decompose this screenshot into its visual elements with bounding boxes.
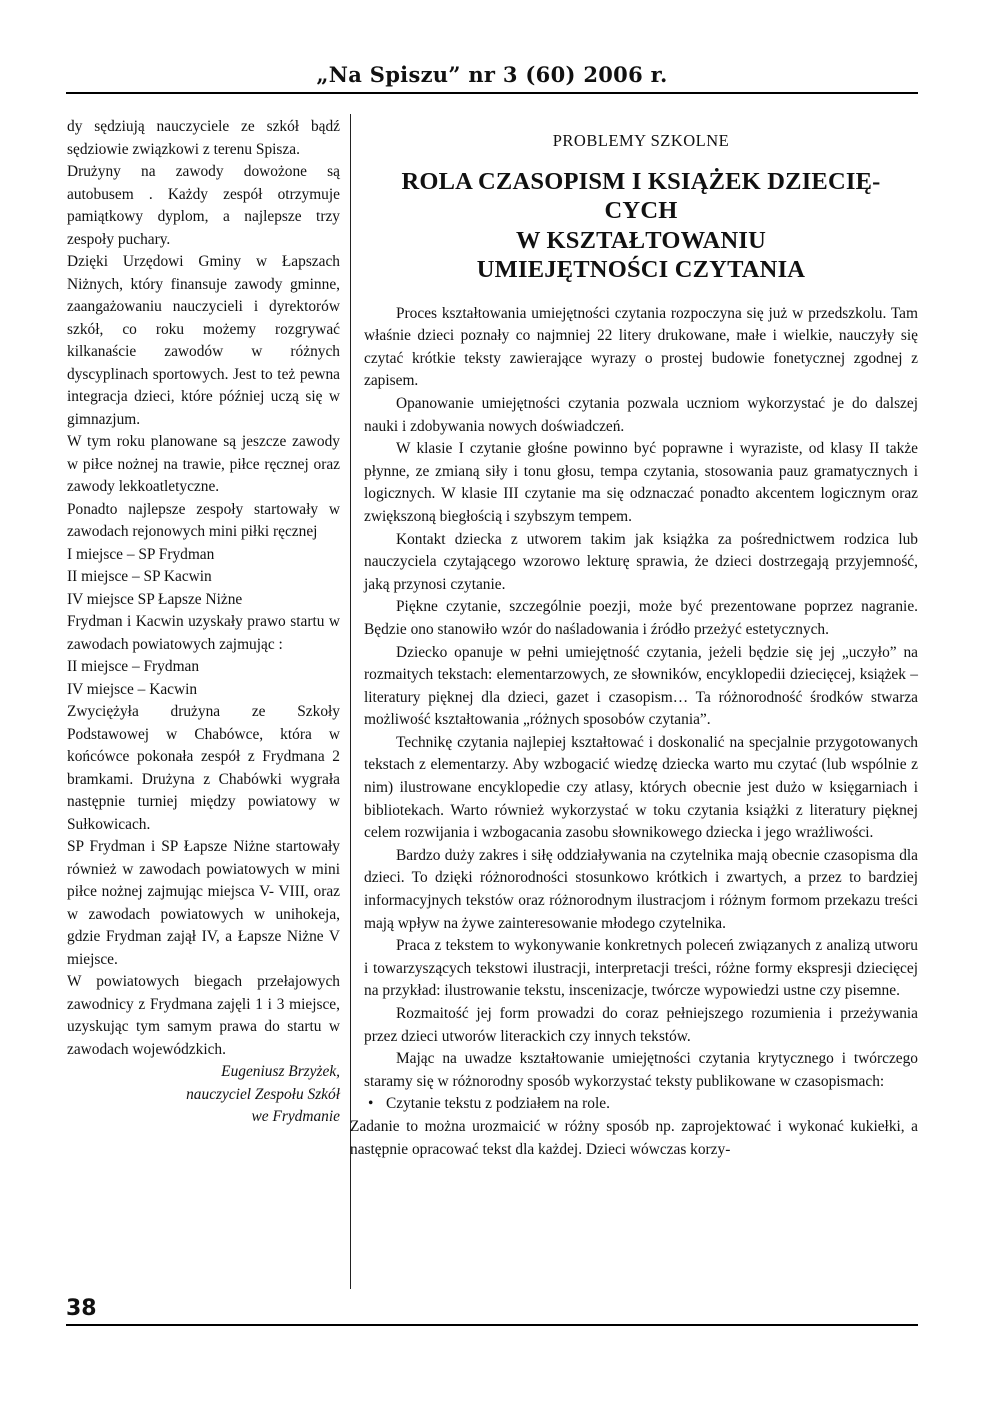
- bullet-text: Czytanie tekstu z podziałem na role.: [386, 1095, 610, 1113]
- article-paragraph: Praca z tekstem to wykonywanie konkretnych poleceń związanych z analizą utworu i towarzyszących tekstowi ilustracji, interpretacji treści, różne formy ekspresji dziecięcej na przykład: ilustrowanie tekstu, inscenizacje, twórcze wypowiedzi ustne czy pisemne.: [364, 937, 918, 1000]
- signature-role: nauczyciel Zespołu Szkół: [186, 1085, 340, 1103]
- left-paragraph: Frydman i Kacwin uzyskały prawo startu w zawodach powiatowych zajmując :: [67, 613, 340, 653]
- left-paragraph: Drużyny na zawody dowożone są autobusem . Każdy zespół otrzymuje pamiątkowy dyplom, a najlepsze trzy zespoły puchary.: [67, 163, 340, 248]
- article-paragraph: Technikę czytania najlepiej kształtować i doskonalić na specjalnie przygotowanych tekstach z elementarzy. Aby wzbogacić wiedzę dziecka warto mu czytać (lub wspólnie z nim) ilustrowane encyklopedie czy atlasy, których obecnie jest dużo w księgarniach i bibliotekach. Warto również wykorzystać w toku czytania książki z literatury pięknej celem rozwijania i wzbogacania zasobu słownikowego dziecka i jego wrażliwości.: [364, 733, 918, 842]
- article-paragraph: Bardzo duży zakres i siłę oddziaływania na czytelnika mają obecnie czasopisma dla dzieci. To dzięki różnorodności stosunkowo krótkich i zwartych, a przez to bardziej informacyjnych tekstów oraz różnorodnym ilustracjom i różnym formom przekazu treści mają wpływ na żywe zainteresowanie młodego czytelnika.: [364, 846, 918, 932]
- left-column: [67, 116, 340, 1129]
- article-paragraph: Dziecko opanuje w pełni umiejętność czytania, jeżeli będzie się jej „uczyło” na rozmaitych tekstach: elementarzowych, ze słowników, encyklopedii dziecięcej, książek – literatury pięknej dla dzieci, gazet i czasopism… Ta różnorodność środków stwarza możliwość kształtowania „różnych sposobów czytania”.: [364, 643, 918, 729]
- title-line: W KSZTAŁTOWANIU: [515, 226, 767, 254]
- left-result-line: IV miejsce – Kacwin: [67, 680, 198, 698]
- signature-name: Eugeniusz Brzyżek,: [221, 1063, 340, 1080]
- article-paragraph: Kontakt dziecka z utworem takim jak książka za pośrednictwem rodzica lub nauczyciela czytającego wzorowo lekturę sprawia, że dzieci dostrzegają przyjemność, jaką przynosi czytanie.: [364, 530, 918, 593]
- left-result-line: II miejsce – Frydman: [67, 658, 200, 675]
- header-title: „Na Spiszu” nr 3 (60) 2006 r.: [316, 62, 668, 87]
- left-paragraph: dy sędziują nauczyciele ze szkół bądź sędziowie związkowi z terenu Spisza.: [67, 118, 340, 158]
- left-result-line: I miejsce – SP Frydman: [67, 545, 215, 563]
- right-column: [350, 124, 918, 1161]
- left-paragraph: W tym roku planowane są jeszcze zawody w piłce nożnej na trawie, piłce ręcznej oraz zawody lekkoatletyczne.: [67, 433, 340, 495]
- footer-rule: [66, 1324, 918, 1326]
- article-paragraph: Proces kształtowania umiejętności czytania rozpoczyna się już w przedszkolu. Tam właśnie dzieci poznały co najmniej 22 litery drukowane, małe i wielkie, nauczyły się czytać krótkie teksty zawierające wyrazy o prostej budowie fonetycznej zgodnej z zapisem.: [364, 304, 918, 390]
- article-paragraph: Zadanie to można urozmaicić w różny sposób np. zaprojektować i wykonać kukiełki, a następnie opracować tekst dla każdej. Dzieci wówczas korzy-: [350, 1117, 918, 1158]
- left-paragraph: Dzięki Urzędowi Gminy w Łapszach Niżnych, który finansuje zawody gminne, zaangażowaniu nauczycieli i dyrektorów szkół, co roku możemy rozgrywać kilkanaście zawodów w różnych dyscyplinach sportowych. Jest to też pewna integracja dzieci, które później uczą się w gimnazjum.: [67, 253, 340, 428]
- left-paragraph: W powiatowych biegach przełajowych zawodnicy z Frydmana zajęli 1 i 3 miejsce, uzyskując tym samym prawa do startu w zawodach wojewódzkich.: [67, 973, 340, 1058]
- bullet-dot-icon: •: [368, 1095, 374, 1113]
- article-paragraph: W klasie I czytanie głośne powinno być poprawne i wyraziste, od klasy II także płynne, ze zmianą siły i tonu głosu, tempa czytania, stosowania pauz gramatycznych i logicznych. W klasie III czytanie ma się odznaczać ponadto akcentem logicznym oraz zwiększoną biegłością i szybszym tempem.: [364, 440, 918, 525]
- title-line: UMIEJĘTNOŚCI CZYTANIA: [476, 256, 806, 284]
- left-paragraph: SP Frydman i SP Łapsze Niżne startowały również w zawodach powiatowych w mini piłce nożnej zajmując miejsca V- VIII, oraz w zawodach powiatowych w unihokeja, gdzie Frydman zajął IV, a Łapsze Niżne V miejsce.: [67, 838, 340, 968]
- left-result-line: II miejsce – SP Kacwin: [67, 568, 212, 585]
- left-paragraph: Ponadto najlepsze zespoły startowały w zawodach rejonowych mini piłki ręcznej: [67, 500, 340, 540]
- article-paragraph: Piękne czytanie, szczególnie poezji, może być prezentowane poprzez nagranie. Będzie ono stanowiło wzór do naśladowania i źródło przeżyć estetycznych.: [364, 598, 918, 638]
- article-title: [364, 167, 918, 285]
- left-result-line: IV miejsce SP Łapsze Niżne: [67, 590, 243, 608]
- section-label: PROBLEMY SZKOLNE: [552, 131, 730, 150]
- article-paragraph: Opanowanie umiejętności czytania pozwala uczniom wykorzystać je do dalszej nauki i zdobywania nowych doświadczeń.: [364, 394, 918, 435]
- title-line: CYCH: [604, 197, 678, 225]
- page-header: [66, 58, 918, 94]
- signature-place: we Frydmanie: [251, 1108, 340, 1125]
- article-paragraph: Rozmaitość jej form prowadzi do coraz pełniejszego rozumienia i przeżywania przez dzieci utworów literackich czy innych tekstów.: [364, 1005, 918, 1045]
- title-line: ROLA CZASOPISM I KSIĄŻEK DZIECIĘ-: [401, 167, 881, 195]
- column-divider: [350, 114, 351, 1289]
- page-number: 38: [66, 1296, 97, 1321]
- left-paragraph: Zwyciężyła drużyna ze Szkoły Podstawowej w Chabówce, która w końcówce pokonała zespół z Frydmana 2 bramkami. Drużyna z Chabówki wygrała następnie turniej między powiatowy w Sułkowicach.: [67, 703, 340, 833]
- article-paragraph: Mając na uwadze kształtowanie umiejętności czytania krytycznego i twórczego staramy się w różnorodny sposób wykorzystać teksty publikowane w czasopismach:: [364, 1050, 918, 1090]
- bullet-item: [364, 1093, 918, 1116]
